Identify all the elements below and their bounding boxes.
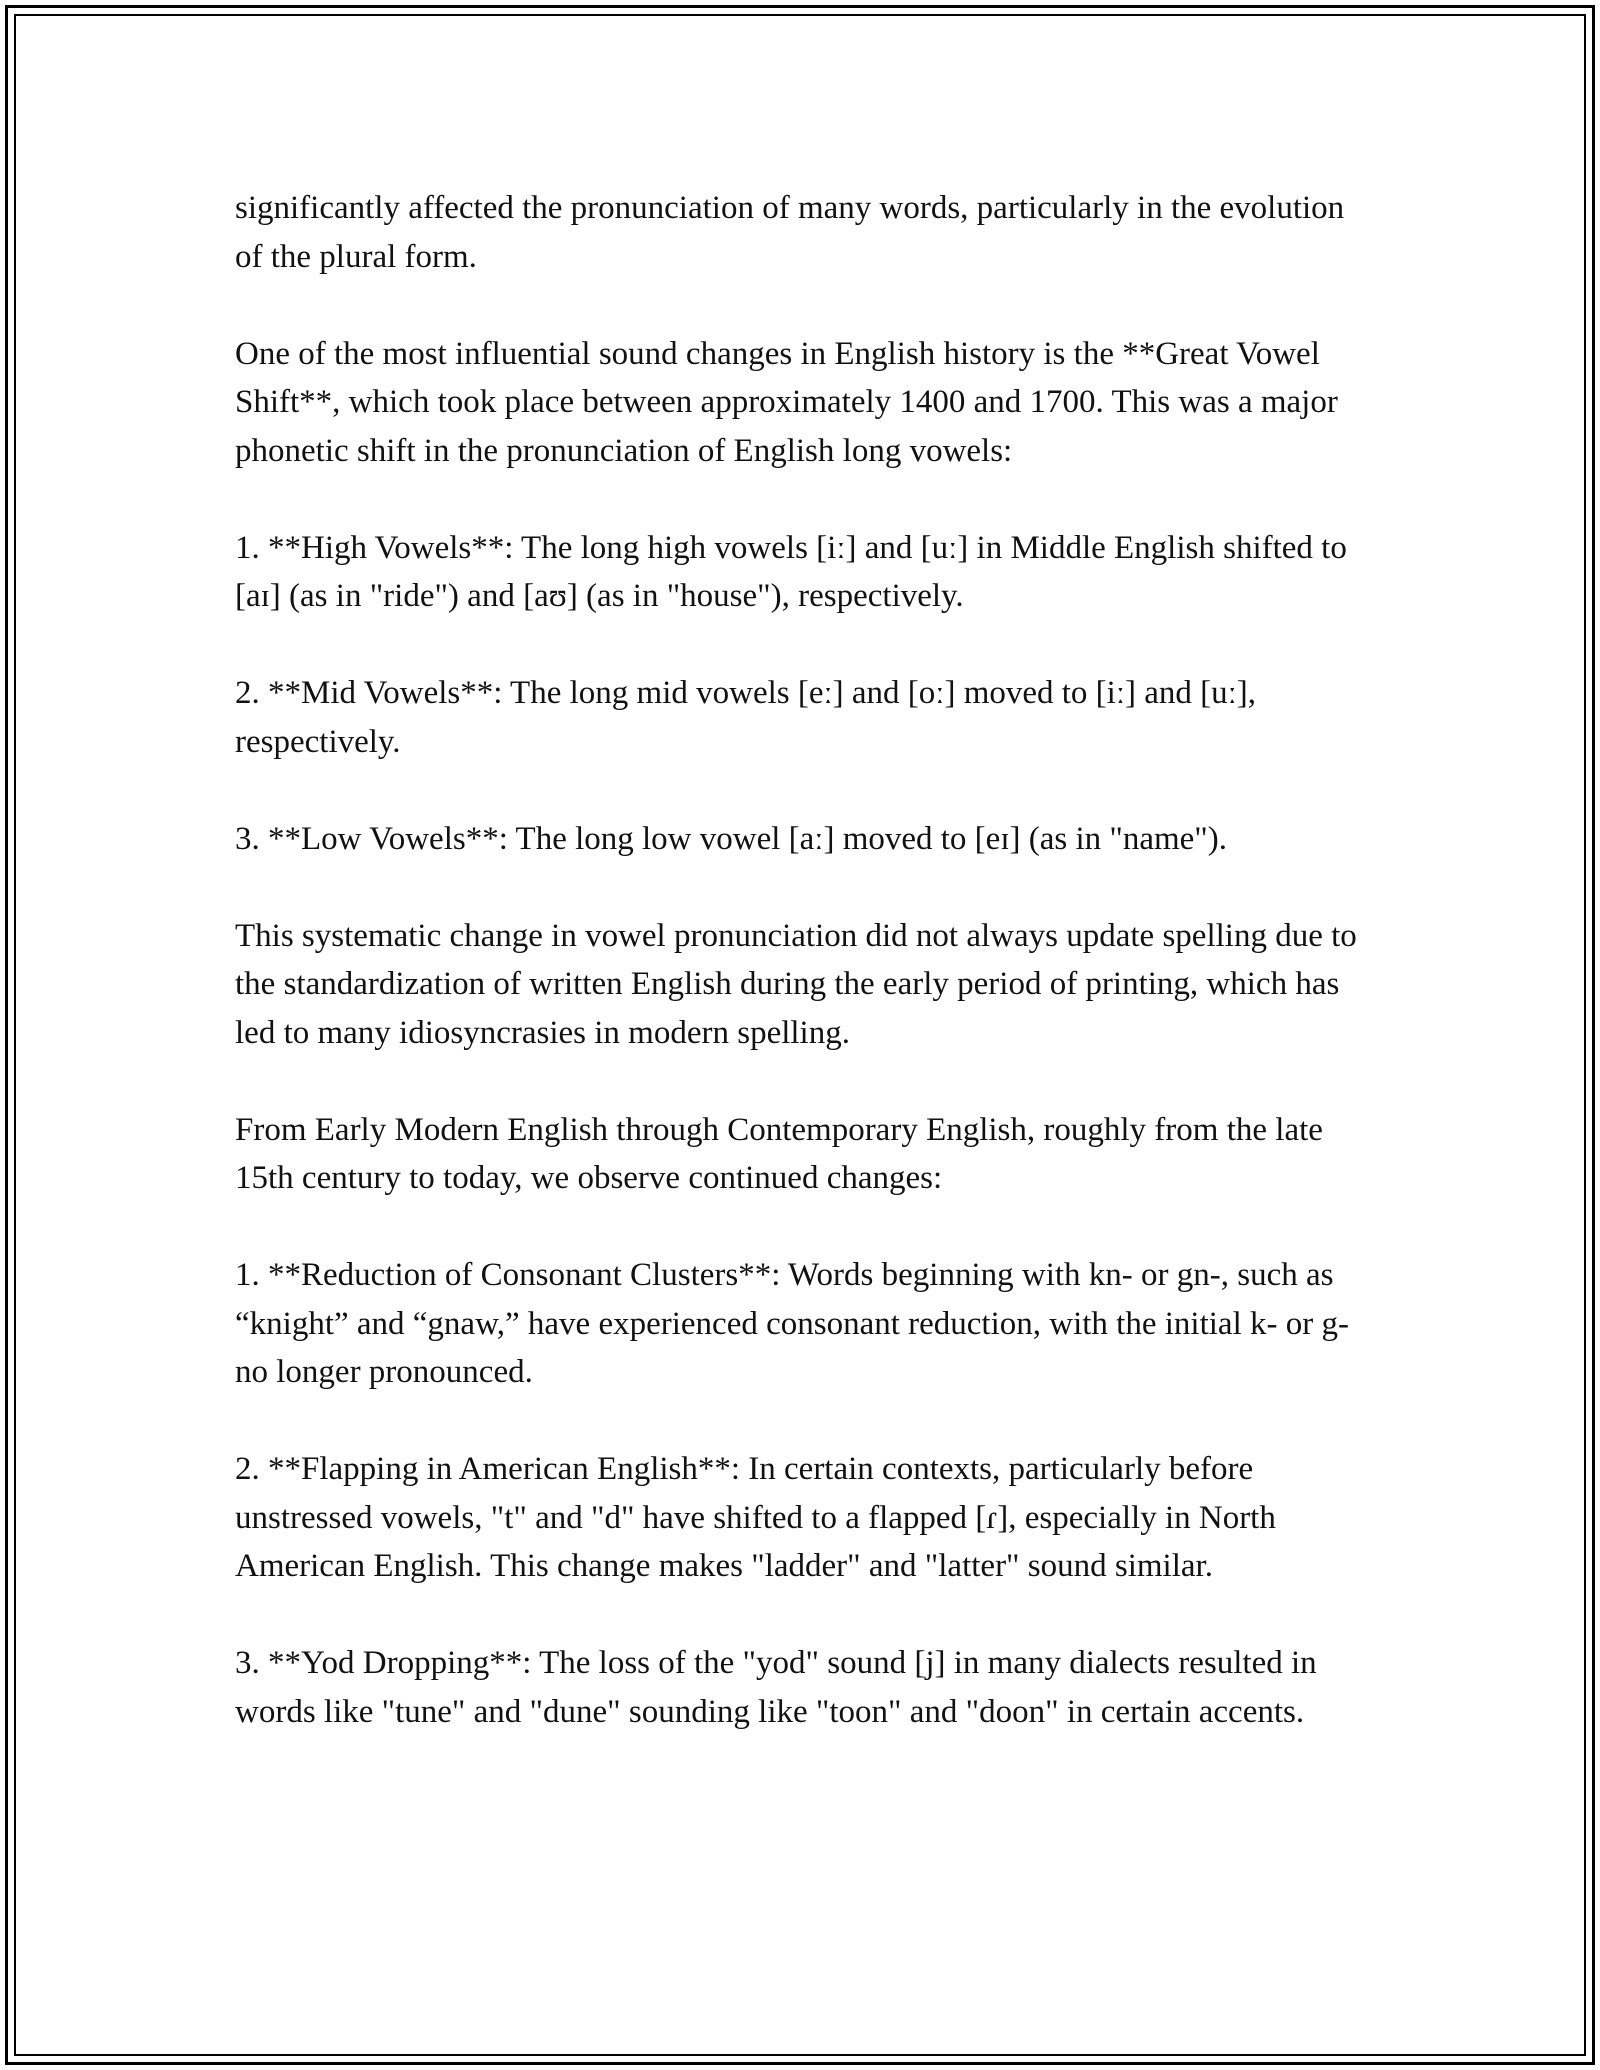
list-item-mid-vowels: 2. **Mid Vowels**: The long mid vowels [eː] and [oː] moved to [iː] and [uː], respectively. — [235, 675, 1257, 760]
list-item-consonant-clusters: 1. **Reduction of Consonant Clusters**: Words beginning with kn- or gn-, such as “knight” and “gnaw,” have experienced consonant reduction, with the initial k- or g- no longer pronounced. — [235, 1257, 1349, 1390]
paragraph-spelling-idiosyncrasies: This systematic change in vowel pronunciation did not always update spelling due to the standardization of written English during the early period of printing, which has led to many idiosyncrasies in modern spelling. — [235, 917, 1357, 1051]
list-item-low-vowels: 3. **Low Vowels**: The long low vowel [aː] moved to [eɪ] (as in "name"). — [235, 820, 1228, 857]
list-item-high-vowels: 1. **High Vowels**: The long high vowels [iː] and [uː] in Middle English shifted to [aɪ] (as in "ride") and [aʊ] (as in "house"), respectively. — [235, 529, 1347, 614]
paragraph-early-modern-intro: From Early Modern English through Contemporary English, roughly from the late 15th century to today, we observe continued changes: — [235, 1111, 1323, 1196]
paragraph-great-vowel-shift-intro: One of the most influential sound changes in English history is the **Great Vowel Shift**, which took place between approximately 1400 and 1700. This was a major phonetic shift in the pronunciation of English long vowels: — [235, 335, 1338, 469]
paragraph-continuation: significantly affected the pronunciation of many words, particularly in the evolution of the plural form. — [235, 190, 1345, 275]
list-item-yod-dropping: 3. **Yod Dropping**: The loss of the "yod" sound [j] in many dialects resulted in words like "tune" and "dune" sounding like "toon" and "doon" in certain accents. — [235, 1645, 1317, 1730]
list-item-flapping: 2. **Flapping in American English**: In certain contexts, particularly before unstressed vowels, "t" and "d" have shifted to a flapped [ɾ], especially in North American English. This change makes "ladder" and "latter" sound similar. — [235, 1451, 1276, 1584]
document-body — [235, 184, 1375, 1785]
